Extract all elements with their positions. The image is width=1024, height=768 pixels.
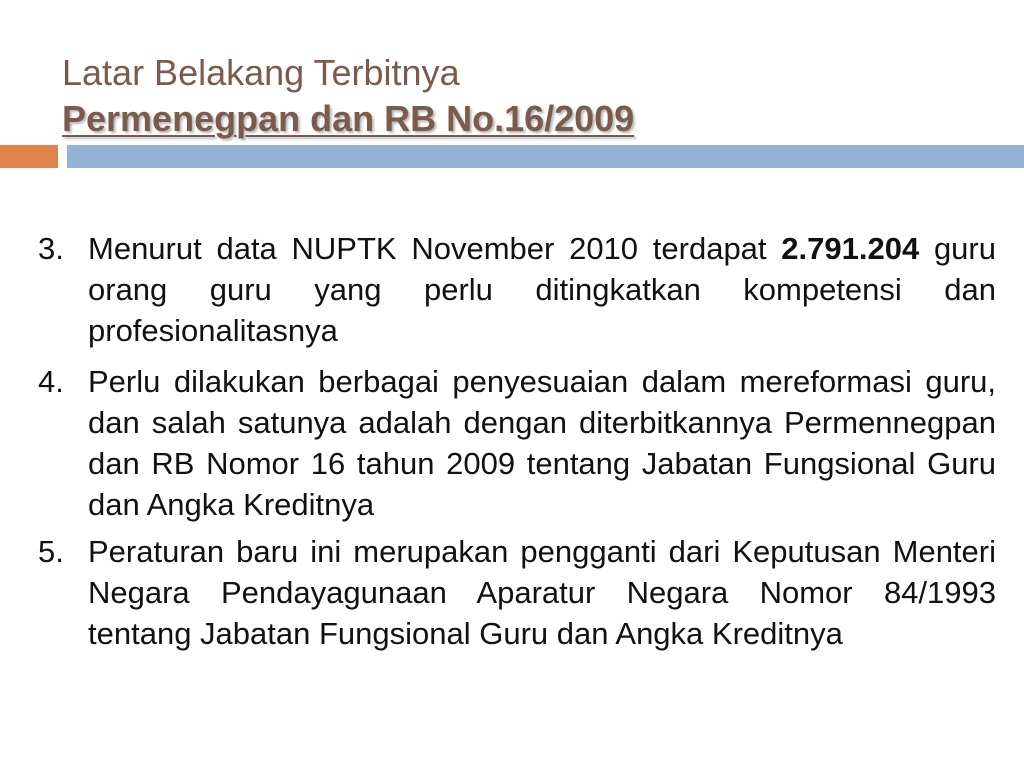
- list-item-line: profesionalitasnya: [88, 313, 338, 348]
- accent-bar-orange: [0, 145, 58, 168]
- list-item-line: tentang Jabatan Fungsional Guru dan Angka Kreditnya: [88, 616, 843, 651]
- list-item-line: Perlu dilakukan berbagai penyesuaian dalam mereformasi guru,: [88, 364, 996, 399]
- list-item-line: dan salah satunya adalah dengan diterbitkannya Permennegpan: [88, 405, 996, 440]
- accent-bar-blue: [67, 145, 1024, 168]
- list-number: 5.: [38, 534, 64, 569]
- list-item-line: Negara Pendayagunaan Aparatur Negara Nomor 84/1993: [88, 575, 996, 610]
- list-item-line: [88, 228, 996, 269]
- list-number: 4.: [38, 364, 64, 399]
- highlight-number: 2.791.204: [781, 231, 920, 266]
- list-item-text: [88, 228, 996, 351]
- line-text: Menurut data NUPTK November 2010 terdapat: [88, 231, 782, 266]
- list-item-text: [88, 361, 996, 525]
- list-item-line: dan RB Nomor 16 tahun 2009 tentang Jabatan Fungsional Guru: [88, 446, 996, 481]
- list-item-line: Peraturan baru ini merupakan pengganti dari Keputusan Menteri: [88, 534, 996, 569]
- list-item-text: [88, 531, 996, 654]
- slide-title-line-1: Latar Belakang Terbitnya: [62, 52, 460, 93]
- slide-title-line-2: Permenegpan dan RB No.16/2009: [62, 98, 635, 139]
- line-text: guru: [919, 231, 996, 266]
- list-item-line: dan Angka Kreditnya: [88, 487, 375, 522]
- list-item-line: orang guru yang perlu ditingkatkan kompetensi dan: [88, 272, 996, 307]
- list-number: 3.: [38, 231, 64, 266]
